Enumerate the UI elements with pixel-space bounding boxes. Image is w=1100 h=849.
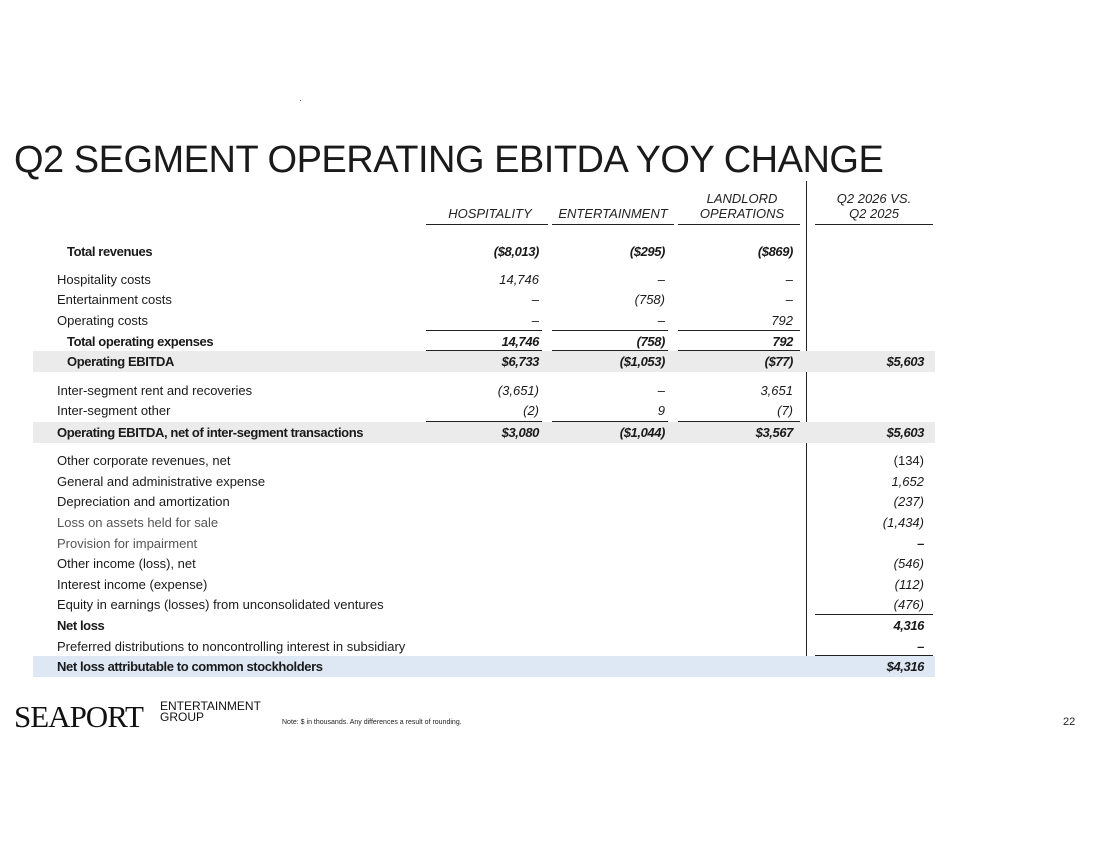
row-net-loss-common xyxy=(33,656,935,677)
row-label: Inter-segment rent and recoveries xyxy=(57,383,253,398)
row-other-corporate-revenues xyxy=(33,450,935,471)
value-entertainment: (758) xyxy=(634,292,665,307)
row-loss-on-assets xyxy=(33,512,935,533)
value-entertainment: 9 xyxy=(657,403,665,418)
row-label: Total revenues xyxy=(67,244,153,259)
value-hospitality: $6,733 xyxy=(501,354,539,369)
value-change: (237) xyxy=(893,494,924,509)
logo-wordmark: SEAPORT xyxy=(14,699,143,734)
value-landlord: – xyxy=(785,272,793,287)
page-number: 22 xyxy=(1063,716,1076,728)
value-change: $5,603 xyxy=(886,425,924,440)
row-entertainment-costs xyxy=(33,289,935,310)
row-label: Interest income (expense) xyxy=(57,577,208,592)
row-interest-income xyxy=(33,574,935,595)
row-net-loss xyxy=(33,615,935,636)
value-change: (134) xyxy=(893,453,924,468)
row-operating-costs xyxy=(33,310,935,331)
row-total-revenues xyxy=(33,241,935,262)
row-label: Inter-segment other xyxy=(57,403,171,418)
row-other-income xyxy=(33,553,935,574)
row-operating-ebitda-net xyxy=(33,422,935,443)
row-label: General and administrative expense xyxy=(57,474,266,489)
row-inter-segment-rent xyxy=(33,380,935,401)
value-landlord: – xyxy=(785,292,793,307)
value-change: (476) xyxy=(893,597,924,612)
decorative-dot xyxy=(300,100,301,101)
value-landlord: ($77) xyxy=(764,354,793,369)
row-hospitality-costs xyxy=(33,269,935,290)
value-hospitality: 14,746 xyxy=(501,334,539,349)
row-label: Hospitality costs xyxy=(57,272,151,287)
row-equity-earnings xyxy=(33,594,935,615)
row-operating-ebitda xyxy=(33,351,935,372)
logo-sub-line1: ENTERTAINMENT xyxy=(160,699,261,713)
header-underline-hospitality xyxy=(426,224,548,225)
value-change: $5,603 xyxy=(886,354,924,369)
value-landlord: 792 xyxy=(772,334,793,349)
row-label: Net loss xyxy=(57,618,105,633)
value-hospitality: – xyxy=(531,292,539,307)
row-general-administrative xyxy=(33,471,935,492)
value-change: – xyxy=(917,639,924,654)
slide-title: Q2 SEGMENT OPERATING EBITDA YOY CHANGE xyxy=(14,139,884,181)
value-entertainment: – xyxy=(657,272,665,287)
row-total-operating-expenses xyxy=(33,331,935,352)
header-hospitality: HOSPITALITY xyxy=(448,206,532,221)
footnote: Note: $ in thousands. Any differences a result of rounding. xyxy=(282,719,462,726)
header-change-line2: Q2 2025 xyxy=(849,206,899,221)
value-entertainment: – xyxy=(657,383,665,398)
value-landlord: ($869) xyxy=(757,244,793,259)
header-underline-landlord xyxy=(678,224,800,225)
value-hospitality: – xyxy=(531,313,539,328)
value-landlord: $3,567 xyxy=(755,425,793,440)
row-provision-impairment xyxy=(33,533,935,554)
row-label: Preferred distributions to noncontrolling interest in subsidiary xyxy=(57,639,406,654)
row-label: Operating EBITDA, net of inter-segment transactions xyxy=(57,425,364,440)
row-label: Equity in earnings (losses) from unconsolidated ventures xyxy=(57,597,384,612)
row-label: Operating costs xyxy=(57,313,149,328)
value-entertainment: ($295) xyxy=(629,244,665,259)
row-label: Total operating expenses xyxy=(67,334,214,349)
row-inter-segment-other xyxy=(33,400,935,421)
header-landlord-line2: OPERATIONS xyxy=(699,206,785,221)
value-change: – xyxy=(917,536,924,551)
value-landlord: (7) xyxy=(777,403,793,418)
row-label: Net loss attributable to common stockholders xyxy=(57,659,323,674)
value-hospitality: 14,746 xyxy=(499,272,539,287)
value-change: (1,434) xyxy=(882,515,924,530)
header-change-line1: Q2 2026 VS. xyxy=(836,191,912,206)
row-label: Loss on assets held for sale xyxy=(57,515,219,530)
value-hospitality: (3,651) xyxy=(497,383,539,398)
row-label: Other corporate revenues, net xyxy=(57,453,231,468)
value-entertainment: ($1,044) xyxy=(619,425,665,440)
row-depreciation xyxy=(33,491,935,512)
logo-sub-line2: GROUP xyxy=(160,710,205,724)
value-landlord: 792 xyxy=(771,313,793,328)
header-underline-change xyxy=(815,224,933,225)
value-entertainment: – xyxy=(657,313,665,328)
header-underline-entertainment xyxy=(552,224,674,225)
value-change: (112) xyxy=(894,577,924,592)
row-label: Operating EBITDA xyxy=(67,354,174,369)
value-hospitality: ($8,013) xyxy=(493,244,539,259)
value-change: (546) xyxy=(893,556,924,571)
row-label: Entertainment costs xyxy=(57,292,172,307)
value-change: 4,316 xyxy=(893,618,924,633)
row-label: Other income (loss), net xyxy=(57,556,196,571)
row-label: Provision for impairment xyxy=(57,536,198,551)
row-label: Depreciation and amortization xyxy=(57,494,230,509)
header-landlord-line1: LANDLORD xyxy=(706,191,778,206)
value-landlord: 3,651 xyxy=(760,383,793,398)
value-change: $4,316 xyxy=(886,659,924,674)
value-hospitality: (2) xyxy=(523,403,539,418)
value-entertainment: ($1,053) xyxy=(619,354,665,369)
value-change: 1,652 xyxy=(891,474,924,489)
row-preferred-distributions xyxy=(33,636,935,657)
value-hospitality: $3,080 xyxy=(501,425,539,440)
value-entertainment: (758) xyxy=(636,334,665,349)
header-entertainment: ENTERTAINMENT xyxy=(558,206,668,221)
